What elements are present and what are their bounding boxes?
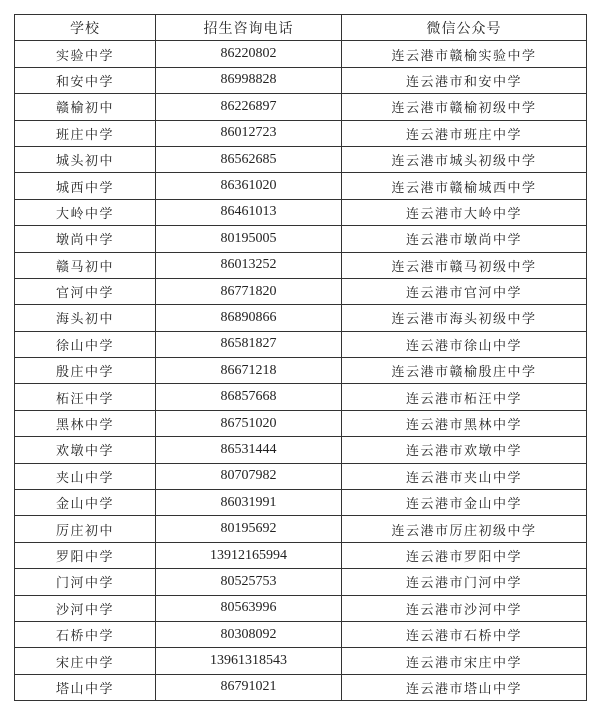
header-row [15, 15, 587, 41]
cell-school: 塔山中学 [15, 674, 156, 700]
table-row [15, 146, 587, 172]
cell-school: 欢墩中学 [15, 437, 156, 463]
table-row [15, 199, 587, 225]
cell-school: 徐山中学 [15, 331, 156, 357]
cell-school: 殷庄中学 [15, 358, 156, 384]
cell-school: 沙河中学 [15, 595, 156, 621]
header-wechat: 微信公众号 [342, 15, 587, 41]
header-phone: 招生咨询电话 [156, 15, 342, 41]
table-row [15, 358, 587, 384]
table-row [15, 120, 587, 146]
cell-phone: 86531444 [156, 437, 342, 463]
cell-phone: 80563996 [156, 595, 342, 621]
cell-phone: 80195692 [156, 516, 342, 542]
table-row [15, 621, 587, 647]
table-row [15, 569, 587, 595]
cell-phone: 13961318543 [156, 648, 342, 674]
cell-phone: 86581827 [156, 331, 342, 357]
cell-phone: 86226897 [156, 94, 342, 120]
cell-phone: 86751020 [156, 410, 342, 436]
table-row [15, 67, 587, 93]
cell-school: 金山中学 [15, 490, 156, 516]
cell-wechat: 连云港市班庄中学 [342, 120, 587, 146]
cell-wechat: 连云港市徐山中学 [342, 331, 587, 357]
table-row [15, 516, 587, 542]
table-row [15, 674, 587, 700]
table-body [15, 41, 587, 701]
cell-phone: 86361020 [156, 173, 342, 199]
table-row [15, 410, 587, 436]
cell-wechat: 连云港市沙河中学 [342, 595, 587, 621]
table-row [15, 595, 587, 621]
table-row [15, 463, 587, 489]
cell-school: 石桥中学 [15, 621, 156, 647]
cell-wechat: 连云港市塔山中学 [342, 674, 587, 700]
cell-wechat: 连云港市宋庄中学 [342, 648, 587, 674]
cell-phone: 80308092 [156, 621, 342, 647]
school-contact-table-container [14, 14, 586, 701]
cell-phone: 86461013 [156, 199, 342, 225]
school-contact-table [14, 14, 587, 701]
cell-phone: 86671218 [156, 358, 342, 384]
cell-wechat: 连云港市和安中学 [342, 67, 587, 93]
cell-wechat: 连云港市大岭中学 [342, 199, 587, 225]
cell-school: 大岭中学 [15, 199, 156, 225]
cell-phone: 86031991 [156, 490, 342, 516]
cell-wechat: 连云港市厉庄初级中学 [342, 516, 587, 542]
cell-phone: 86012723 [156, 120, 342, 146]
table-row [15, 226, 587, 252]
cell-phone: 80195005 [156, 226, 342, 252]
cell-phone: 86890866 [156, 305, 342, 331]
cell-school: 柘汪中学 [15, 384, 156, 410]
cell-phone: 80525753 [156, 569, 342, 595]
table-row [15, 173, 587, 199]
table-row [15, 331, 587, 357]
header-school: 学校 [15, 15, 156, 41]
table-row [15, 648, 587, 674]
cell-school: 厉庄初中 [15, 516, 156, 542]
table-row [15, 305, 587, 331]
cell-wechat: 连云港市石桥中学 [342, 621, 587, 647]
cell-school: 宋庄中学 [15, 648, 156, 674]
cell-school: 赣马初中 [15, 252, 156, 278]
table-row [15, 542, 587, 568]
cell-school: 实验中学 [15, 41, 156, 67]
cell-school: 和安中学 [15, 67, 156, 93]
cell-school: 班庄中学 [15, 120, 156, 146]
table-row [15, 278, 587, 304]
table-row [15, 490, 587, 516]
cell-phone: 86791021 [156, 674, 342, 700]
cell-phone: 86562685 [156, 146, 342, 172]
cell-wechat: 连云港市赣榆殷庄中学 [342, 358, 587, 384]
table-row [15, 94, 587, 120]
cell-school: 黑林中学 [15, 410, 156, 436]
cell-wechat: 连云港市赣马初级中学 [342, 252, 587, 278]
cell-wechat: 连云港市官河中学 [342, 278, 587, 304]
cell-wechat: 连云港市罗阳中学 [342, 542, 587, 568]
cell-wechat: 连云港市墩尚中学 [342, 226, 587, 252]
table-row [15, 252, 587, 278]
cell-school: 城西中学 [15, 173, 156, 199]
cell-school: 海头初中 [15, 305, 156, 331]
cell-school: 夹山中学 [15, 463, 156, 489]
cell-school: 赣榆初中 [15, 94, 156, 120]
cell-school: 官河中学 [15, 278, 156, 304]
cell-wechat: 连云港市门河中学 [342, 569, 587, 595]
table-row [15, 41, 587, 67]
cell-phone: 13912165994 [156, 542, 342, 568]
cell-wechat: 连云港市赣榆实验中学 [342, 41, 587, 67]
cell-wechat: 连云港市金山中学 [342, 490, 587, 516]
cell-phone: 86857668 [156, 384, 342, 410]
cell-school: 墩尚中学 [15, 226, 156, 252]
cell-school: 城头初中 [15, 146, 156, 172]
table-row [15, 384, 587, 410]
cell-wechat: 连云港市夹山中学 [342, 463, 587, 489]
cell-school: 门河中学 [15, 569, 156, 595]
cell-phone: 80707982 [156, 463, 342, 489]
cell-wechat: 连云港市海头初级中学 [342, 305, 587, 331]
cell-phone: 86998828 [156, 67, 342, 93]
table-row [15, 437, 587, 463]
cell-wechat: 连云港市赣榆城西中学 [342, 173, 587, 199]
cell-wechat: 连云港市黑林中学 [342, 410, 587, 436]
cell-phone: 86220802 [156, 41, 342, 67]
cell-phone: 86013252 [156, 252, 342, 278]
cell-school: 罗阳中学 [15, 542, 156, 568]
cell-wechat: 连云港市城头初级中学 [342, 146, 587, 172]
cell-phone: 86771820 [156, 278, 342, 304]
cell-wechat: 连云港市赣榆初级中学 [342, 94, 587, 120]
cell-wechat: 连云港市柘汪中学 [342, 384, 587, 410]
cell-wechat: 连云港市欢墩中学 [342, 437, 587, 463]
table-header [15, 15, 587, 41]
